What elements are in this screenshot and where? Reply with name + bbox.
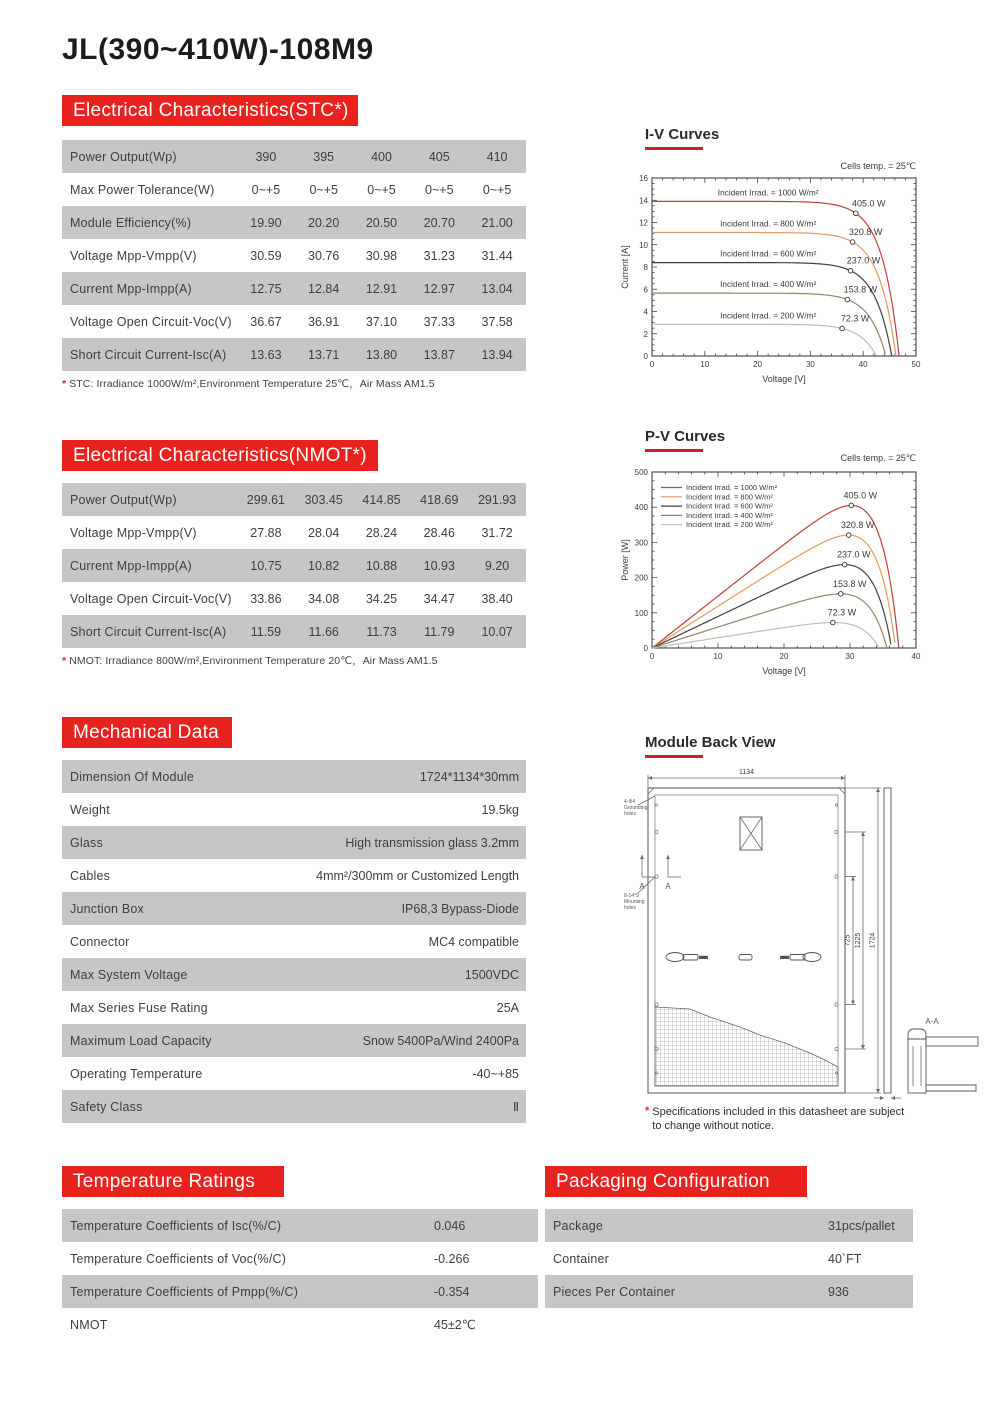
- row-value: 30.98: [365, 248, 398, 263]
- stc-footnote-text: STC: Irradiance 1000W/m²,Environment Temperature 25℃，Air Mass AM1.5: [69, 378, 435, 390]
- row-label: Operating Temperature: [70, 1066, 203, 1081]
- y-tick-label: 400: [634, 503, 648, 513]
- table-row: [62, 516, 526, 549]
- row-value: IP68,3 Bypass-Diode: [401, 901, 519, 916]
- row-value: 0~+5: [251, 182, 281, 197]
- mpp-marker: [842, 562, 847, 567]
- table-row: [62, 760, 526, 793]
- x-tick-label: 30: [805, 360, 815, 369]
- row-label: Max Power Tolerance(W): [70, 182, 215, 197]
- row-value: 4mm²/300mm or Customized Length: [316, 868, 519, 883]
- table-row: [62, 483, 526, 516]
- row-label: Power Output(Wp): [70, 492, 177, 507]
- mpp-power-label: 405.0 W: [843, 490, 878, 501]
- module-back-view-title: Module Back View: [645, 734, 776, 751]
- mpp-marker: [849, 503, 854, 508]
- row-label: Pieces Per Container: [553, 1284, 676, 1299]
- row-value: 45±2℃: [434, 1318, 476, 1332]
- table-row: [62, 1209, 538, 1242]
- table-row: [62, 991, 526, 1024]
- row-value: MC4 compatible: [428, 934, 519, 949]
- row-value: 27.88: [250, 525, 282, 540]
- mpp-power-label: 72.3 W: [827, 607, 857, 618]
- note-line: Specifications included in this datasheet are subject: [652, 1106, 905, 1118]
- row-value: 31.44: [481, 248, 513, 263]
- packaging-table: [545, 1209, 913, 1308]
- row-label: Module Efficiency(%): [70, 215, 192, 230]
- y-tick-label: 100: [634, 608, 648, 618]
- row-value: 12.97: [423, 281, 455, 296]
- mpp-power-label: 237.0 W: [836, 549, 871, 560]
- mounting-holes-label: 8-14*9: [624, 893, 639, 899]
- x-axis-label: Voltage [V]: [762, 666, 806, 676]
- row-value: 0.046: [434, 1218, 466, 1233]
- row-value: 37.10: [365, 314, 398, 329]
- row-value: 303.45: [304, 492, 343, 507]
- row-label: Temperature Coefficients of Isc(%/C): [70, 1218, 282, 1233]
- row-value: 36.91: [308, 314, 340, 329]
- row-value: 0~+5: [425, 182, 454, 197]
- y-tick-label: 500: [634, 468, 648, 477]
- stc-table: [62, 140, 526, 371]
- spec-change-note: [645, 1105, 904, 1133]
- row-label: Max System Voltage: [70, 967, 188, 982]
- y-tick-label: 0: [643, 644, 648, 653]
- section-arrow-label: A: [639, 882, 645, 891]
- grounding-holes-label: Grounding: [624, 805, 648, 811]
- table-row: [62, 859, 526, 892]
- row-value: 291.93: [477, 492, 517, 507]
- row-value: 0~+5: [309, 182, 338, 197]
- table-row: [62, 826, 526, 859]
- row-label: Cables: [70, 868, 111, 883]
- grounding-holes-label: holes: [624, 811, 636, 817]
- temperature-table: [62, 1209, 538, 1341]
- page-title: JL(390~410W)-108M9: [62, 33, 374, 66]
- mechanical-table: [62, 760, 526, 1123]
- row-value: 0~+5: [482, 182, 512, 197]
- mpp-marker: [846, 533, 851, 538]
- table-row: [62, 272, 526, 305]
- row-label: Dimension Of Module: [70, 769, 194, 784]
- row-label: NMOT: [70, 1317, 108, 1332]
- series-inline-label: Incident Irrad. = 1000 W/m²: [717, 187, 819, 198]
- row-value: 36.67: [250, 314, 282, 329]
- table-row: [62, 1090, 526, 1123]
- x-axis-label: Voltage [V]: [762, 374, 806, 384]
- row-value: 28.04: [308, 525, 340, 540]
- table-row: [62, 549, 526, 582]
- module-back-view-diagram: [620, 765, 1000, 1101]
- series-inline-label: Incident Irrad. = 600 W/m²: [720, 248, 817, 259]
- table-row: [545, 1275, 913, 1308]
- legend-entry: Incident Irrad. = 1000 W/m²: [686, 483, 778, 492]
- mpp-marker: [845, 297, 850, 302]
- table-row: [545, 1209, 913, 1242]
- y-tick-label: 4: [643, 307, 648, 317]
- table-row: [62, 958, 526, 991]
- pv-curves-title: P-V Curves: [645, 428, 726, 445]
- series-inline-label: Incident Irrad. = 800 W/m²: [720, 218, 817, 229]
- table-row: [62, 615, 526, 648]
- dim-1134: 1134: [738, 769, 755, 776]
- row-value: 11.59: [250, 624, 282, 639]
- row-label: Weight: [70, 802, 110, 817]
- row-value: High transmission glass 3.2mm: [345, 835, 519, 850]
- table-row: [62, 338, 526, 371]
- grounding-holes-label: 4-Φ4: [624, 799, 636, 805]
- mounting-holes-label: holes: [624, 905, 636, 911]
- y-tick-label: 6: [643, 285, 648, 295]
- y-tick-label: 2: [643, 329, 648, 339]
- section-label: A-A: [925, 1017, 939, 1026]
- row-value: 299.61: [246, 492, 286, 507]
- nmot-footnote-text: NMOT: Irradiance 800W/m²,Environment Temperature 20℃，Air Mass AM1.5: [69, 655, 438, 667]
- y-tick-label: 0: [643, 352, 648, 361]
- table-row: [62, 582, 526, 615]
- row-value: 10.88: [365, 558, 398, 573]
- section-header-temperature: Temperature Ratings: [62, 1166, 284, 1197]
- asterisk-icon: *: [62, 655, 67, 667]
- module-back-view-underline: [645, 755, 703, 758]
- x-tick-label: 40: [858, 360, 868, 369]
- mounting-holes-label: Mounting: [624, 899, 645, 905]
- section-header-nmot: Electrical Characteristics(NMOT*): [62, 440, 378, 471]
- row-value: 12.84: [308, 281, 340, 296]
- row-value: 11.73: [366, 624, 397, 639]
- row-value: 13.04: [481, 281, 513, 296]
- mpp-power-label: 153.8 W: [843, 284, 878, 295]
- dim-725: 725: [844, 934, 852, 947]
- row-value: 33.86: [250, 591, 282, 606]
- row-value: 9.20: [484, 558, 510, 573]
- mpp-marker: [848, 268, 853, 273]
- mpp-marker: [850, 240, 855, 245]
- row-label: Short Circuit Current-Isc(A): [70, 347, 227, 362]
- row-value: 20.50: [365, 215, 398, 230]
- row-value: 19.90: [250, 215, 282, 230]
- iv-curves-chart: [620, 152, 1000, 392]
- mpp-power-label: 320.8 W: [848, 227, 883, 238]
- row-value: 12.75: [250, 281, 282, 296]
- row-label: Power Output(Wp): [70, 149, 177, 164]
- row-value: 21.00: [481, 215, 513, 230]
- table-row: [62, 1308, 538, 1341]
- table-row: [62, 925, 526, 958]
- iv-curves-title: I-V Curves: [645, 126, 720, 143]
- section-header-stc: Electrical Characteristics(STC*): [62, 95, 358, 126]
- x-tick-label: 20: [753, 360, 763, 369]
- row-label: Current Mpp-Impp(A): [70, 281, 192, 296]
- row-label: Maximum Load Capacity: [70, 1033, 212, 1048]
- row-value: 410: [486, 149, 508, 164]
- asterisk-icon: *: [62, 378, 67, 390]
- row-value: Ⅱ: [512, 1100, 519, 1114]
- legend-entry: Incident Irrad. = 800 W/m²: [686, 492, 773, 502]
- iv-cells-temp-note: Cells temp. = 25℃: [840, 161, 916, 171]
- row-value: 395: [313, 149, 335, 164]
- row-value: -40~+85: [472, 1066, 519, 1081]
- row-value: 11.79: [424, 624, 455, 639]
- pv-cells-temp-note: Cells temp. = 25℃: [840, 453, 916, 463]
- row-label: Temperature Coefficients of Pmpp(%/C): [70, 1284, 299, 1299]
- nmot-table: [62, 483, 526, 648]
- row-value: 34.08: [308, 591, 340, 606]
- y-tick-label: 12: [639, 218, 648, 228]
- row-value: 13.80: [365, 347, 398, 362]
- row-label: Max Series Fuse Rating: [70, 1000, 208, 1015]
- y-tick-label: 300: [634, 538, 648, 548]
- stc-footnote: [62, 376, 435, 391]
- row-value: 31.23: [423, 248, 455, 263]
- table-row: [62, 1057, 526, 1090]
- row-value: 38.40: [481, 591, 513, 606]
- table-row: [62, 173, 526, 206]
- row-value: 37.58: [481, 314, 513, 329]
- x-tick-label: 10: [700, 360, 710, 369]
- y-axis-label: Current [A]: [620, 245, 630, 289]
- row-value: 13.71: [308, 347, 340, 362]
- row-value: 31.72: [481, 525, 513, 540]
- series-inline-label: Incident Irrad. = 400 W/m²: [720, 279, 817, 290]
- mpp-power-label: 72.3 W: [840, 313, 870, 324]
- mpp-marker: [831, 620, 836, 625]
- table-row: [62, 1242, 538, 1275]
- row-value: 40`FT: [828, 1251, 862, 1266]
- y-tick-label: 200: [634, 573, 648, 583]
- y-tick-label: 16: [639, 174, 648, 183]
- row-label: Temperature Coefficients of Voc(%/C): [70, 1251, 287, 1266]
- section-arrow-label: A: [665, 882, 671, 891]
- row-label: Safety Class: [70, 1099, 143, 1114]
- row-value: 405: [428, 149, 450, 164]
- row-value: 25A: [496, 1000, 519, 1015]
- row-value: 12.91: [365, 281, 398, 296]
- table-row: [62, 1024, 526, 1057]
- x-tick-label: 0: [649, 360, 655, 369]
- x-tick-label: 20: [779, 652, 789, 661]
- nmot-footnote: [62, 653, 438, 668]
- row-value: 11.66: [308, 624, 339, 639]
- x-tick-label: 10: [713, 652, 723, 661]
- section-header-packaging: Packaging Configuration: [545, 1166, 807, 1197]
- row-value: 28.46: [423, 525, 455, 540]
- pv-curves-chart: [620, 450, 1000, 685]
- dim-1724: 1724: [869, 932, 877, 949]
- mpp-marker: [854, 211, 859, 216]
- row-value: -0.354: [434, 1284, 470, 1299]
- row-value: 10.07: [481, 624, 513, 639]
- x-tick-label: 30: [845, 652, 855, 661]
- legend-entry: Incident Irrad. = 600 W/m²: [686, 501, 773, 511]
- row-value: 10.82: [308, 558, 340, 573]
- table-row: [62, 1275, 538, 1308]
- row-value: 10.75: [250, 558, 282, 573]
- row-value: 34.47: [423, 591, 455, 606]
- row-label: Current Mpp-Impp(A): [70, 558, 192, 573]
- mpp-power-label: 405.0 W: [852, 198, 886, 209]
- row-value: 1724*1134*30mm: [419, 769, 519, 784]
- series-inline-label: Incident Irrad. = 200 W/m²: [720, 310, 817, 321]
- row-value: 34.25: [365, 591, 398, 606]
- row-value: 1500VDC: [464, 967, 519, 982]
- dim-1225: 1225: [855, 932, 862, 949]
- legend-entry: Incident Irrad. = 400 W/m²: [686, 510, 773, 520]
- mpp-power-label: 320.8 W: [840, 520, 875, 531]
- row-value: 13.63: [250, 347, 282, 362]
- row-value: 30.76: [308, 248, 340, 263]
- row-value: 28.24: [365, 525, 398, 540]
- mpp-marker: [840, 326, 845, 331]
- row-label: Short Circuit Current-Isc(A): [70, 624, 227, 639]
- row-value: 13.94: [481, 347, 513, 362]
- row-value: 400: [371, 149, 392, 164]
- mpp-power-label: 153.8 W: [832, 578, 867, 589]
- row-value: 37.33: [423, 314, 455, 329]
- note-line: to change without notice.: [652, 1120, 774, 1132]
- row-label: Voltage Open Circuit-Voc(V): [70, 314, 232, 329]
- curve-3: [652, 565, 891, 648]
- y-tick-label: 10: [639, 240, 648, 250]
- row-value: 19.5kg: [481, 802, 519, 817]
- row-label: Container: [553, 1251, 609, 1266]
- row-value: 0~+5: [367, 182, 396, 197]
- row-label: Voltage Mpp-Vmpp(V): [70, 248, 197, 263]
- table-row: [62, 239, 526, 272]
- y-tick-label: 14: [639, 196, 648, 206]
- section-header-mechanical: Mechanical Data: [62, 717, 232, 748]
- curve-4: [652, 293, 885, 354]
- row-label: Package: [553, 1218, 604, 1233]
- mpp-power-label: 237.0 W: [846, 255, 881, 266]
- y-tick-label: 8: [643, 263, 648, 272]
- row-label: Junction Box: [70, 901, 144, 916]
- row-value: 20.70: [423, 215, 455, 230]
- row-value: 30.59: [250, 248, 282, 263]
- row-value: 414.85: [362, 492, 401, 507]
- row-value: 20.20: [308, 215, 340, 230]
- table-row: [62, 305, 526, 338]
- asterisk-icon: *: [645, 1105, 650, 1117]
- row-value: 936: [828, 1284, 849, 1299]
- table-row: [545, 1242, 913, 1275]
- y-axis-label: Power [W]: [620, 539, 630, 581]
- x-tick-label: 40: [911, 652, 921, 661]
- iv-title-underline: [645, 147, 703, 150]
- row-label: Glass: [70, 835, 103, 850]
- row-value: 10.93: [423, 558, 455, 573]
- table-row: [62, 793, 526, 826]
- row-value: Snow 5400Pa/Wind 2400Pa: [362, 1033, 519, 1048]
- row-value: 13.87: [423, 347, 455, 362]
- row-value: 418.69: [420, 492, 459, 507]
- row-value: 31pcs/pallet: [828, 1218, 895, 1233]
- x-tick-label: 50: [911, 360, 921, 369]
- table-row: [62, 892, 526, 925]
- row-label: Voltage Mpp-Vmpp(V): [70, 525, 197, 540]
- row-value: -0.266: [434, 1251, 470, 1266]
- row-value: 390: [255, 149, 277, 164]
- row-label: Voltage Open Circuit-Voc(V): [70, 591, 232, 606]
- mpp-marker: [838, 592, 843, 597]
- x-tick-label: 0: [649, 652, 655, 661]
- table-row: [62, 206, 526, 239]
- table-row: [62, 140, 526, 173]
- legend-entry: Incident Irrad. = 200 W/m²: [686, 520, 773, 530]
- row-label: Connector: [70, 934, 130, 949]
